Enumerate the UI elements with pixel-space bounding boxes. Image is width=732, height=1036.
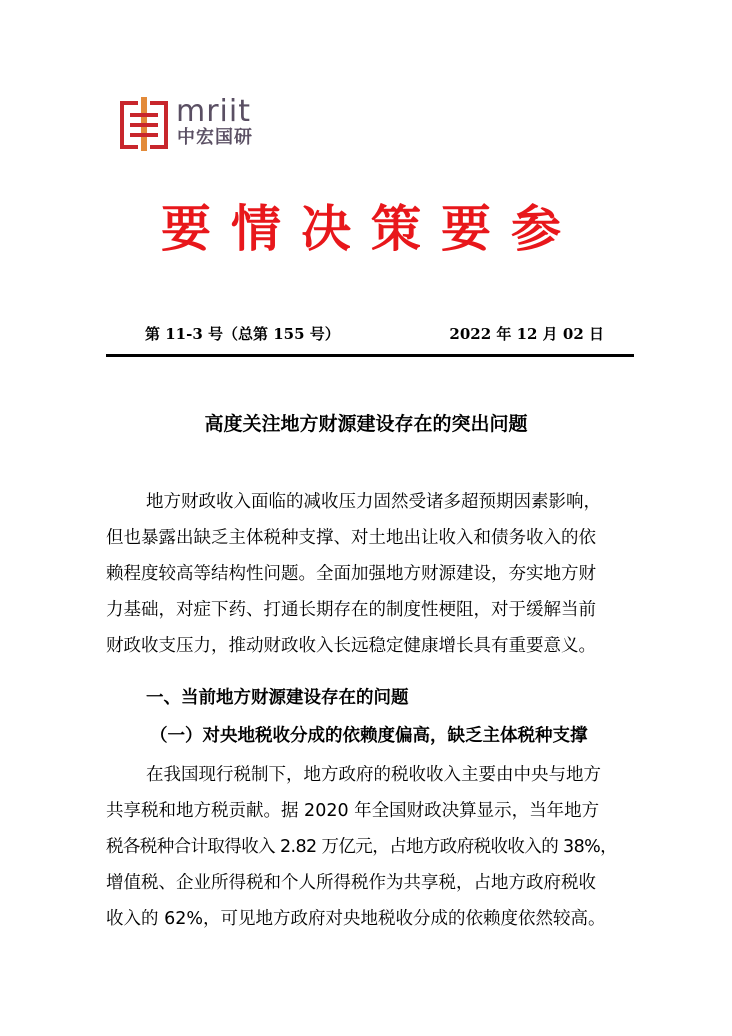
paragraph-line: 地方财政收入面临的减收压力固然受诸多超预期因素影响， xyxy=(146,492,601,512)
header-divider xyxy=(106,354,634,357)
masthead-title: 要情决策要参 xyxy=(161,200,581,258)
paragraph-line: 在我国现行税制下，地方政府的税收收入主要由中央与地方 xyxy=(146,765,601,785)
body-paragraph xyxy=(106,757,640,937)
paragraph-line: 共享税和地方税贡献。据 2020 年全国财政决算显示，当年地方 xyxy=(106,801,600,821)
paragraph-line: 赖程度较高等结构性问题。全面加强地方财源建设，夯实地方财 xyxy=(106,564,596,584)
mriit-logo xyxy=(120,94,270,153)
paragraph-line: 增值税、企业所得税和个人所得税作为共享税，占地方政府税收 xyxy=(106,873,596,893)
paragraph-line: 但也暴露出缺乏主体税种支撑、对土地出让收入和债务收入的依 xyxy=(106,528,596,548)
intro-paragraph xyxy=(106,484,640,664)
logo-text-en: mriit xyxy=(176,94,251,129)
paragraph-line: 财政收支压力，推动财政收入长远稳定健康增长具有重要意义。 xyxy=(106,636,596,656)
section-heading: 一、当前地方财源建设存在的问题 xyxy=(146,688,409,708)
article-title: 高度关注地方财源建设存在的突出问题 xyxy=(204,413,528,435)
paragraph-line: 税各税种合计取得收入 2.82 万亿元，占地方政府税收收入的 38%， xyxy=(106,837,618,857)
logo-text-cn: 中宏国研 xyxy=(177,127,253,148)
paragraph-line: 力基础，对症下药、打通长期存在的制度性梗阻，对于缓解当前 xyxy=(106,600,596,620)
mriit-logo-mark-icon xyxy=(120,97,168,151)
issue-date: 2022 年 12 月 02 日 xyxy=(449,325,604,343)
issue-number: 第 11-3 号（总第 155 号） xyxy=(145,325,340,343)
subsection-heading: （一）对央地税收分成的依赖度偏高，缺乏主体税种支撑 xyxy=(150,726,588,746)
paragraph-line: 收入的 62%，可见地方政府对央地税收分成的依赖度依然较高。 xyxy=(106,909,606,929)
